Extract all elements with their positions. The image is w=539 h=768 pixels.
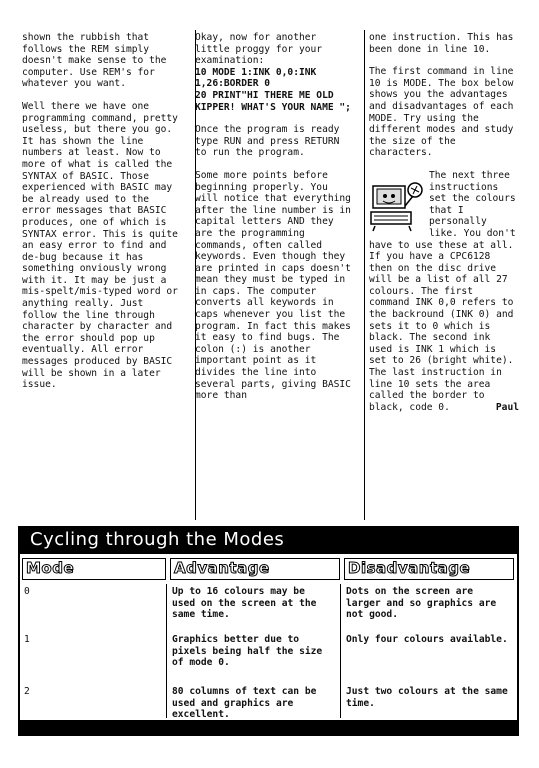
column-1 xyxy=(22,32,178,402)
paragraph: one instruction. This has been done in line 10. xyxy=(369,32,514,55)
header-advantage: Advantage xyxy=(170,558,340,580)
mode-cell: 1 xyxy=(24,634,30,645)
author-signature: Paul xyxy=(495,401,519,413)
code-line: 20 PRINT"HI THERE ME OLD KIPPER! WHAT'S YOUR NAME "; xyxy=(195,89,351,113)
disadvantage-cell: Dots on the screen are larger and so graphics are not good. xyxy=(346,586,497,621)
header-disadvantage: Disadvantage xyxy=(344,558,514,580)
paragraph: shown the rubbish that follows the REM simply doesn't make sense to the computer. Use REM's for whatever you want. xyxy=(22,32,167,90)
table-divider xyxy=(166,584,167,718)
mode-cell: 2 xyxy=(24,686,30,697)
table-title: Cycling through the Modes xyxy=(18,526,519,554)
modes-table xyxy=(18,554,519,722)
mode-cell: 0 xyxy=(24,586,30,597)
footer-bar xyxy=(18,722,519,736)
column-divider xyxy=(364,30,365,520)
table-divider xyxy=(340,584,341,718)
computer-cartoon-icon xyxy=(369,176,425,232)
paragraph xyxy=(369,170,519,413)
paragraph: Well there we have one programming command, pretty useless, but there you go. It has shown the line numbers at least. Now to more of what is called the SYNTAX of BASIC. Those experienced with BASIC may be already used to the error messages that BASIC produces, one of which is SYNTAX error. This is quite an easy error to find and de-bug because it has something onviously wrong with it. It may be just a mis-spelt/mis-typed word or anything really. Just follow the line through character by character and the error should pop up eventually. All error messages produced by BASIC will be shown in a later issue. xyxy=(22,100,178,391)
header-mode: Mode xyxy=(22,558,166,580)
column-3 xyxy=(369,32,519,424)
paragraph: The first command in line 10 is MODE. The box below shows you the advantages and disadvantages of each MODE. Try using the different modes and study the size of the characters. xyxy=(369,66,514,159)
paragraph-text: The next three instructions set the colours that I personally like. You don't have to use these at all. If you have a CPC6128 then on the disc drive will be a list of all 27 colours. The first command INK 0,0 refers to the backround (INK 0) and sets it to 0 which is black. The second ink used is INK 1 which is set to 26 (bright white). The last instruction in line 10 sets the area called the border to black, code 0. xyxy=(369,169,516,413)
advantage-cell: Up to 16 colours may be used on the screen at the same time. xyxy=(172,586,317,621)
article-columns xyxy=(14,32,519,524)
column-divider xyxy=(195,30,196,520)
disadvantage-cell: Only four colours available. xyxy=(346,634,508,645)
table-header xyxy=(20,558,517,582)
advantage-cell: Graphics better due to pixels being half the size of mode 0. xyxy=(172,634,323,669)
column-2 xyxy=(195,32,355,413)
paragraph: Once the program is ready type RUN and press RETURN to run the program. xyxy=(195,124,340,159)
paragraph: Some more points before beginning properly. You will notice that everything after the line number is in capital letters AND they are the programming commands, often called keywords. Even though they are printed in caps doesn't mean they must be typed in in caps. The computer converts all keywords in caps whenever you list the program. In fact this makes it easy to find bugs. The colon (:) is another important point as it divides the line into several parts, giving BASIC more than xyxy=(195,169,351,402)
paragraph: Okay, now for another little proggy for your examination: xyxy=(195,32,323,67)
advantage-cell: 80 columns of text can be used and graphics are excellent. xyxy=(172,686,317,721)
disadvantage-cell: Just two colours at the same time. xyxy=(346,686,508,709)
code-line: 10 MODE 1:INK 0,0:INK 1,26:BORDER 0 xyxy=(195,66,323,90)
